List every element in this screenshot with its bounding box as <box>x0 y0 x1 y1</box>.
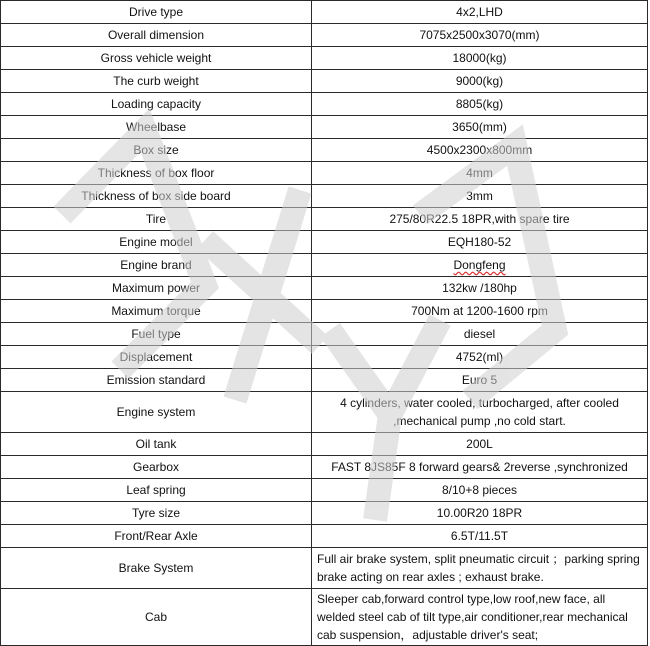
engine-brand-text: Dongfeng <box>453 258 506 272</box>
table-row <box>1 525 648 548</box>
row-value: 4500x2300x800mm <box>312 139 648 162</box>
row-label: Displacement <box>1 346 312 369</box>
row-label: Cab <box>1 589 312 646</box>
row-value: 7075x2500x3070(mm) <box>312 24 648 47</box>
row-label: Oil tank <box>1 433 312 456</box>
row-label: Wheelbase <box>1 116 312 139</box>
row-value: Sleeper cab,forward control type,low roof,new face, all welded steel cab of tilt type,air conditioner,rear mechanical cab suspension，adjustable driver's seat; <box>312 589 648 646</box>
row-label: Maximum torque <box>1 300 312 323</box>
row-label: Thickness of box floor <box>1 162 312 185</box>
row-value: 9000(kg) <box>312 70 648 93</box>
table-row <box>1 139 648 162</box>
row-label: Maximum power <box>1 277 312 300</box>
table-row <box>1 208 648 231</box>
table-row <box>1 47 648 70</box>
row-label: Loading capacity <box>1 93 312 116</box>
table-row <box>1 548 648 589</box>
table-row <box>1 185 648 208</box>
row-value: 700Nm at 1200-1600 rpm <box>312 300 648 323</box>
table-row <box>1 392 648 433</box>
table-row <box>1 24 648 47</box>
row-label: Tyre size <box>1 502 312 525</box>
row-value: Euro 5 <box>312 369 648 392</box>
row-label: Engine model <box>1 231 312 254</box>
row-value: EQH180-52 <box>312 231 648 254</box>
row-label: Brake System <box>1 548 312 589</box>
row-label: Overall dimension <box>1 24 312 47</box>
table-row <box>1 502 648 525</box>
row-value: 8805(kg) <box>312 93 648 116</box>
row-value: 200L <box>312 433 648 456</box>
row-label: Emission standard <box>1 369 312 392</box>
row-label: Leaf spring <box>1 479 312 502</box>
row-label: Engine brand <box>1 254 312 277</box>
table-row <box>1 323 648 346</box>
table-row <box>1 479 648 502</box>
table-row <box>1 254 648 277</box>
table-row <box>1 116 648 139</box>
table-row <box>1 369 648 392</box>
table-row <box>1 162 648 185</box>
row-value: 8/10+8 pieces <box>312 479 648 502</box>
row-label: Thickness of box side board <box>1 185 312 208</box>
table-row <box>1 231 648 254</box>
row-label: Gearbox <box>1 456 312 479</box>
row-label: Engine system <box>1 392 312 433</box>
row-label: Front/Rear Axle <box>1 525 312 548</box>
table-row <box>1 70 648 93</box>
table-row <box>1 456 648 479</box>
row-value: 275/80R22.5 18PR,with spare tire <box>312 208 648 231</box>
row-value: 10.00R20 18PR <box>312 502 648 525</box>
row-label: The curb weight <box>1 70 312 93</box>
table-row <box>1 433 648 456</box>
row-value <box>312 254 648 277</box>
row-label: Gross vehicle weight <box>1 47 312 70</box>
row-value: 4752(ml) <box>312 346 648 369</box>
row-label: Tire <box>1 208 312 231</box>
row-value: 4 cylinders, water cooled, turbocharged, after cooled ,mechanical pump ,no cold start. <box>312 392 648 433</box>
table-row <box>1 93 648 116</box>
row-label: Drive type <box>1 1 312 24</box>
row-value: 4mm <box>312 162 648 185</box>
table-row <box>1 1 648 24</box>
table-row <box>1 589 648 646</box>
table-row <box>1 277 648 300</box>
row-value: 132kw /180hp <box>312 277 648 300</box>
row-label: Fuel type <box>1 323 312 346</box>
row-value: diesel <box>312 323 648 346</box>
row-label: Box size <box>1 139 312 162</box>
row-value: 3650(mm) <box>312 116 648 139</box>
table-row <box>1 346 648 369</box>
row-value: 18000(kg) <box>312 47 648 70</box>
row-value: 3mm <box>312 185 648 208</box>
row-value: 6.5T/11.5T <box>312 525 648 548</box>
table-row <box>1 300 648 323</box>
row-value: Full air brake system, split pneumatic circuit ；parking spring brake acting on rear axles ; exhaust brake. <box>312 548 648 589</box>
row-value: FAST 8JS85F 8 forward gears& 2reverse ,synchronized <box>312 456 648 479</box>
row-value: 4x2,LHD <box>312 1 648 24</box>
